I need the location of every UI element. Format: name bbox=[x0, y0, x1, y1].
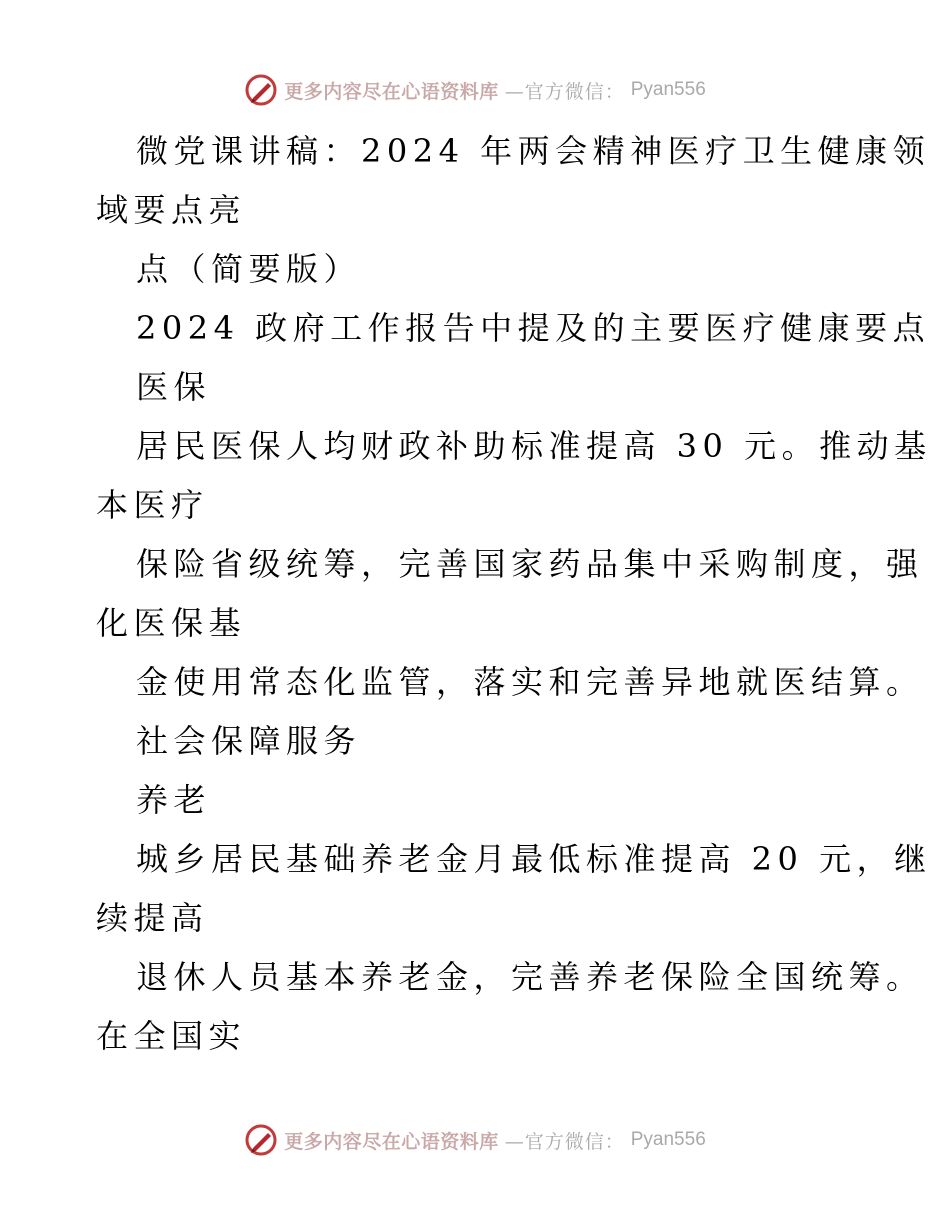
document-paragraph-line: 城乡居民基础养老金月最低标准提高 20 元，继 bbox=[136, 840, 932, 878]
watermark-brand-text: 更多内容尽在心语资料库 bbox=[284, 80, 499, 103]
document-title-line-2: 域要点亮 bbox=[96, 191, 247, 229]
document-title-line-3: 点（简要版） bbox=[136, 250, 362, 288]
footer-watermark bbox=[0, 1120, 950, 1160]
document-body bbox=[96, 122, 932, 1066]
document-section-heading: 2024 政府工作报告中提及的主要医疗健康要点 bbox=[136, 309, 931, 347]
watermark-brand-text: 更多内容尽在心语资料库 bbox=[284, 1130, 499, 1153]
red-pen-logo-icon bbox=[244, 1123, 278, 1157]
document-paragraph-line: 本医疗 bbox=[96, 486, 209, 524]
red-pen-logo-icon bbox=[244, 73, 278, 107]
document-paragraph-line: 退休人员基本养老金，完善养老保险全国统筹。 bbox=[136, 958, 924, 996]
document-paragraph-line: 续提高 bbox=[96, 899, 209, 937]
watermark-account-text: —官方微信： bbox=[504, 80, 625, 103]
document-paragraph-line: 保险省级统筹，完善国家药品集中采购制度，强 bbox=[136, 545, 924, 583]
document-subheading-medical-insurance: 医保 bbox=[136, 368, 212, 406]
watermark-account-text: —官方微信： bbox=[504, 1130, 625, 1153]
document-subheading-pension: 养老 bbox=[136, 781, 212, 819]
watermark-handle-text: Pyan556 bbox=[630, 1129, 706, 1150]
document-subheading-social-security: 社会保障服务 bbox=[136, 722, 362, 760]
document-paragraph-line: 居民医保人均财政补助标准提高 30 元。推动基 bbox=[136, 427, 932, 465]
watermark-handle-text: Pyan556 bbox=[630, 79, 706, 100]
header-watermark bbox=[0, 70, 950, 110]
document-paragraph-line: 在全国实 bbox=[96, 1017, 247, 1055]
document-paragraph-line: 金使用常态化监管，落实和完善异地就医结算。 bbox=[136, 663, 924, 701]
document-paragraph-line: 化医保基 bbox=[96, 604, 247, 642]
document-title-line-1: 微党课讲稿：2024 年两会精神医疗卫生健康领 bbox=[136, 132, 931, 170]
